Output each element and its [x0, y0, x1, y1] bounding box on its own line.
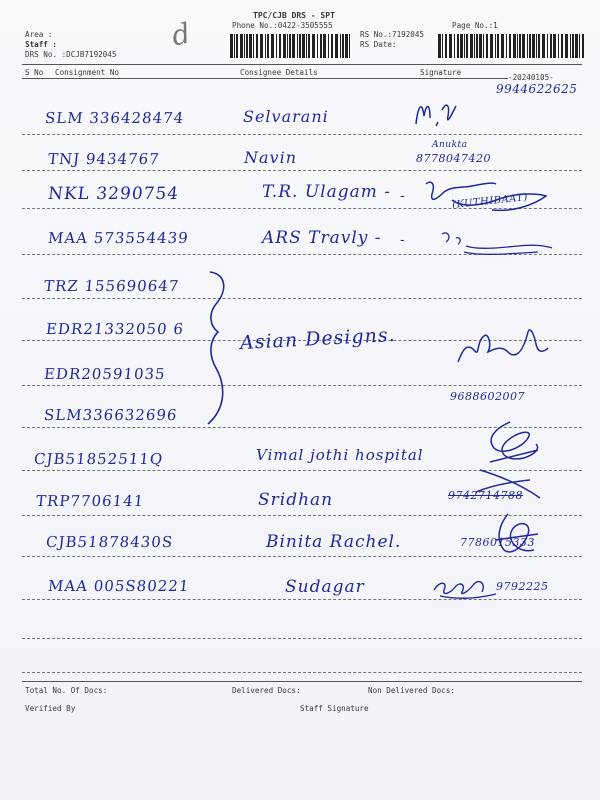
- row-3-note: (KUTHIBAAT): [451, 192, 529, 211]
- barcode-bar: [302, 34, 305, 58]
- barcode-bar: [550, 34, 552, 58]
- total-docs: Total No. Of Docs:: [25, 686, 108, 695]
- row-2-consignee: Navin: [244, 148, 297, 167]
- row-6-consignment: EDR21332050 6: [45, 320, 185, 338]
- barcode-bar: [445, 34, 447, 58]
- rs-number: RS No.:7192045: [360, 30, 425, 39]
- row-10-consignment: TRP7706141: [35, 492, 146, 510]
- row-10-phone: 9742714788: [448, 489, 523, 502]
- barcode-bar: [476, 34, 478, 58]
- barcode-bar: [579, 34, 580, 58]
- row-8-consignment: SLM336632696: [43, 406, 179, 424]
- barcode-bar: [442, 34, 443, 58]
- row-12-consignee: Sudagar: [285, 577, 365, 597]
- barcode-bar: [297, 34, 298, 58]
- barcode-bar: [575, 34, 578, 58]
- barcode-bar: [464, 34, 465, 58]
- col-signature: Signature: [420, 68, 462, 77]
- barcode-bar: [509, 34, 511, 58]
- barcode-bar: [312, 34, 315, 58]
- barcode-bar: [340, 34, 341, 58]
- col-consignment: Consignment No: [55, 68, 120, 77]
- row-12-phone: 9792225: [496, 580, 549, 593]
- barcode-bar: [479, 34, 482, 58]
- row-line: [22, 672, 582, 673]
- barcode-bar: [299, 34, 301, 58]
- barcode-bar: [234, 34, 235, 58]
- barcode-bar: [317, 34, 318, 58]
- barcode-right-icon: [438, 34, 584, 58]
- staff-signature: Staff Signature: [300, 704, 369, 713]
- barcode-bar: [331, 34, 333, 58]
- barcode-bar: [249, 34, 252, 58]
- row-4-consignment: MAA 573554439: [47, 229, 190, 247]
- row-3-consignee: T.R. Ulagam -: [262, 182, 392, 202]
- barcode-bar: [470, 34, 473, 58]
- barcode-bar: [306, 34, 307, 58]
- barcode-bar: [271, 34, 274, 58]
- row-line: [22, 638, 582, 639]
- row-7-consignment: EDR20591035: [43, 365, 167, 383]
- header-divider: [22, 64, 582, 65]
- row-9-signature-icon: [476, 418, 546, 468]
- barcode-bar: [519, 34, 521, 58]
- row-2-note: Anukta: [432, 140, 468, 150]
- barcode-bar: [527, 34, 528, 58]
- row-9-consignment: CJB51852511Q: [33, 450, 165, 468]
- row-1-consignment: SLM 336428474: [44, 109, 186, 127]
- barcode-bar: [474, 34, 475, 58]
- barcode-bar: [230, 34, 233, 58]
- barcode-bar: [460, 34, 463, 58]
- barcode-bar: [276, 34, 277, 58]
- barcode-bar: [265, 34, 266, 58]
- barcode-bar: [328, 34, 329, 58]
- dash-mark: -: [400, 188, 406, 204]
- barcode-bar: [561, 34, 563, 58]
- row-11-signature-icon: [478, 510, 548, 560]
- barcode-bar: [572, 34, 574, 58]
- rs-date: RS Date:: [360, 40, 397, 49]
- barcode-bar: [454, 34, 455, 58]
- barcode-bar: [283, 34, 286, 58]
- barcode-bar: [483, 34, 484, 58]
- barcode-bar: [553, 34, 556, 58]
- barcode-bar: [244, 34, 245, 58]
- row-1-signature-icon: [412, 96, 462, 130]
- barcode-bar: [335, 34, 338, 58]
- barcode-bar: [538, 34, 540, 58]
- row-1-phone: 9944622625: [496, 82, 578, 96]
- staff-label: Staff :: [25, 40, 58, 49]
- row-3-consignment: NKL 3290754: [46, 184, 181, 204]
- barcode-bar: [570, 34, 571, 58]
- barcode-bar: [292, 34, 295, 58]
- barcode-left-icon: [230, 34, 350, 58]
- barcode-bar: [522, 34, 525, 58]
- barcode-bar: [323, 34, 326, 58]
- barcode-bar: [320, 34, 322, 58]
- row-4-signature-icon: [438, 228, 558, 258]
- row-11-phone: 7786015333: [460, 536, 535, 549]
- barcode-bar: [495, 34, 496, 58]
- row-11-consignment: CJB51878430S: [45, 533, 175, 551]
- row-line: [22, 298, 582, 299]
- barcode-bar: [466, 34, 468, 58]
- row-4-consignee: ARS Travly -: [262, 228, 382, 248]
- row-line: [22, 170, 582, 171]
- row-10-signature-icon: [470, 462, 550, 502]
- barcode-bar: [486, 34, 488, 58]
- barcode-bar: [287, 34, 288, 58]
- print-date: -20240105-: [508, 73, 554, 82]
- barcode-bar: [582, 34, 584, 58]
- row-9-consignee: Vimal jothi hospital: [256, 446, 424, 464]
- barcode-bar: [506, 34, 507, 58]
- sheet-title: TPC/CJB DRS - SPT: [253, 11, 335, 20]
- barcode-bar: [457, 34, 459, 58]
- barcode-bar: [449, 34, 452, 58]
- page-number: Page No.:1: [452, 21, 498, 30]
- barcode-bar: [547, 34, 548, 58]
- row-11-consignee: Binita Rachel.: [266, 532, 402, 552]
- barcode-bar: [501, 34, 504, 58]
- barcode-bar: [565, 34, 568, 58]
- barcode-bar: [536, 34, 537, 58]
- barcode-bar: [267, 34, 269, 58]
- barcode-bar: [253, 34, 254, 58]
- barcode-bar: [497, 34, 499, 58]
- verified-by: Verified By: [25, 704, 76, 713]
- column-header-divider: [22, 78, 508, 79]
- col-consignee: Consignee Details: [240, 68, 318, 77]
- row-12-consignment: MAA 005S80221: [47, 577, 191, 595]
- barcode-bar: [345, 34, 348, 58]
- barcode-bar: [236, 34, 238, 58]
- barcode-bar: [558, 34, 559, 58]
- dash-mark: -: [400, 232, 406, 248]
- row-line: [22, 385, 582, 386]
- barcode-bar: [513, 34, 516, 58]
- delivered-docs: Delivered Docs:: [232, 686, 301, 695]
- barcode-bar: [289, 34, 291, 58]
- row-8-phone: 9688602007: [450, 390, 525, 403]
- barcode-bar: [256, 34, 258, 58]
- barcode-bar: [349, 34, 350, 58]
- barcode-bar: [517, 34, 518, 58]
- row-5-consignee: Asian Designs.: [239, 323, 397, 355]
- barcode-bar: [308, 34, 310, 58]
- row-5-signature-icon: [452, 322, 552, 372]
- row-5-consignment: TRZ 155690647: [43, 277, 181, 295]
- row-1-consignee: Selvarani: [243, 107, 329, 126]
- barcode-bar: [342, 34, 344, 58]
- drs-number: DRS No. :DCJB7192045: [25, 50, 117, 59]
- barcode-bar: [240, 34, 243, 58]
- footer-divider: [22, 681, 582, 682]
- phone-number: Phone No.:0422-3505555: [232, 21, 333, 30]
- barcode-bar: [490, 34, 493, 58]
- group-bracket-icon: [204, 268, 234, 428]
- barcode-bar: [246, 34, 248, 58]
- area-label: Area :: [25, 30, 53, 39]
- row-12-signature-icon: [430, 570, 510, 600]
- row-2-phone: 8778047420: [416, 152, 491, 165]
- row-2-consignment: TNJ 9434767: [47, 150, 161, 168]
- row-line: [22, 134, 582, 135]
- row-3-signature-icon: [422, 176, 552, 216]
- non-delivered-docs: Non Delivered Docs:: [368, 686, 455, 695]
- barcode-bar: [542, 34, 545, 58]
- barcode-bar: [532, 34, 535, 58]
- barcode-bar: [260, 34, 263, 58]
- row-10-consignee: Sridhan: [258, 490, 334, 510]
- barcode-bar: [438, 34, 441, 58]
- barcode-bar: [529, 34, 531, 58]
- col-sno: S No: [25, 68, 44, 77]
- barcode-bar: [279, 34, 281, 58]
- pen-mark: d: [168, 16, 194, 53]
